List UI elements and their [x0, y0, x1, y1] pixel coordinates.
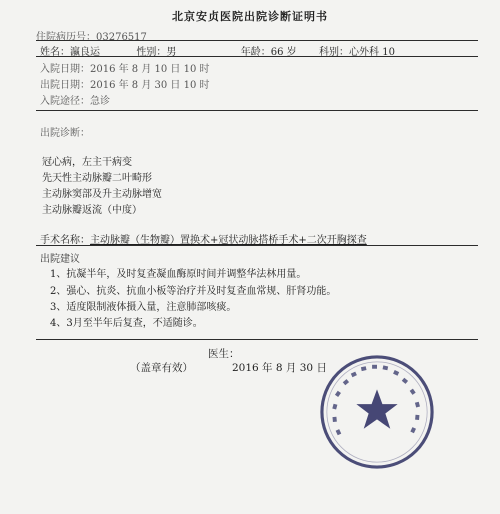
rule-1	[36, 40, 478, 41]
diagnosis-3: 主动脉窦部及升主动脉增宽	[42, 189, 162, 200]
name-value: 瀛良运	[70, 47, 100, 58]
name-label: 姓名：	[40, 47, 70, 58]
age-label: 年龄：	[240, 47, 271, 58]
rule-4	[36, 245, 478, 246]
diagnosis-1: 冠心病，左主干病变	[42, 157, 132, 168]
diagnosis-label: 出院诊断：	[40, 128, 90, 139]
advice-3: 3、适度限制液体摄入量，注意肺部咳痰。	[50, 302, 237, 313]
dept-label: 科别：	[319, 47, 350, 58]
advice-1: 1、抗凝半年，及时复查凝血酶原时间并调整华法林用量。	[50, 269, 307, 280]
diagnosis-2: 先天性主动脉瓣二叶畸形	[42, 173, 152, 184]
hospital-seal-stamp	[318, 353, 436, 471]
advice-label: 出院建议	[40, 254, 80, 265]
rule-5	[36, 339, 478, 340]
seal-note: （盖章有效）	[130, 362, 193, 374]
admission-route: 入院途径：急诊	[40, 96, 110, 107]
record-number: 住院病历号：03276517	[36, 32, 147, 43]
sex-value: 男	[166, 47, 177, 58]
rule-2	[36, 56, 478, 57]
document-title: 北京安贞医院出院诊断证明书	[172, 10, 328, 23]
doctor-label: 医生：	[208, 348, 240, 360]
issue-date: 2016 年 8 月 30 日	[232, 362, 327, 374]
rule-3	[36, 110, 478, 111]
discharge-date: 出院日期：2016 年 8 月 30 日 10 时	[40, 80, 210, 91]
sex-label: 性别：	[136, 47, 167, 58]
advice-4: 4、3月至半年后复查，不适随诊。	[50, 318, 203, 329]
surgery-row	[40, 231, 367, 246]
surgery-label: 手术名称：	[40, 235, 90, 246]
dept-value: 心外科 10	[349, 47, 395, 58]
age-value: 66 岁	[270, 47, 297, 58]
advice-2: 2、强心、抗炎、抗血小板等治疗并及时复查血常规、肝肾功能。	[50, 286, 337, 297]
surgery-value: 主动脉瓣（生物瓣）置换术+冠状动脉搭桥手术+二次开胸探查	[90, 235, 367, 246]
admit-date: 入院日期：2016 年 8 月 10 日 10 时	[40, 64, 210, 75]
diagnosis-4: 主动脉瓣返流（中度）	[42, 205, 142, 216]
